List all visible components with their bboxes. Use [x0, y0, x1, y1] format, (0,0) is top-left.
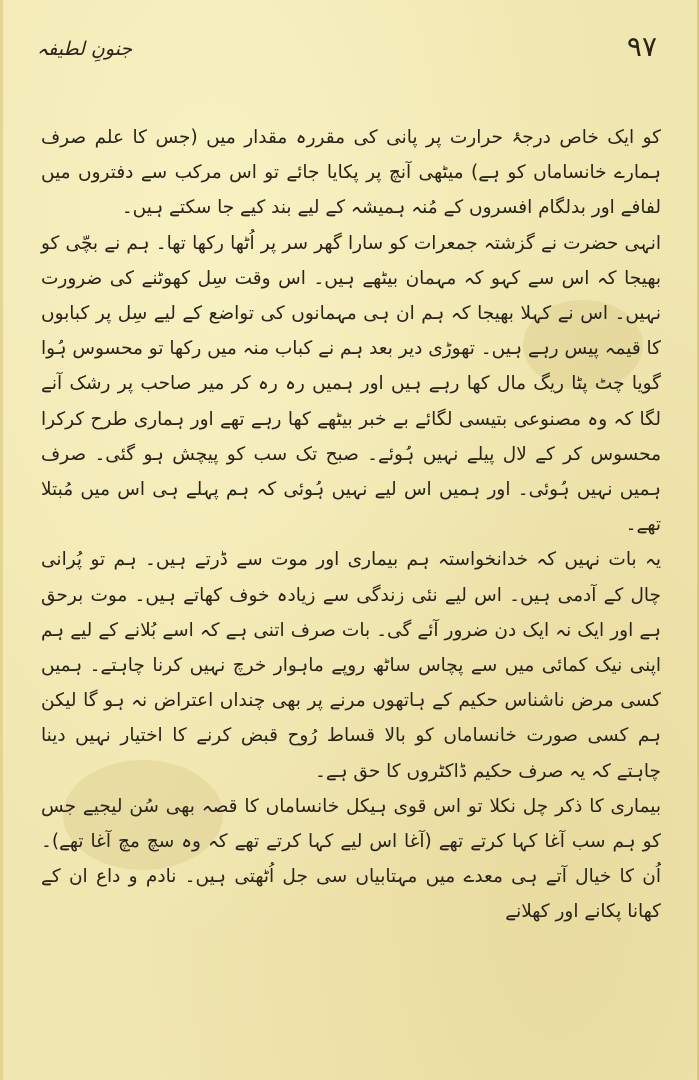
paragraph-2: انہی حضرت نے گزشتہ جمعرات کو سارا گھر سر پر اُٹھا رکھا تھا۔ ہم نے بچّی کو بھیجا کہ اس سے کہو کہ مہمان بیٹھے ہیں۔ اس وقت سِل کھوٹنے کی ضرورت نہیں۔ اس نے کہلا بھیجا کہ ہم ان ہی مہمانوں کی تواضع کے لیے سِل پر کبابوں کا قیمہ پیس رہے ہیں۔ تھوڑی دیر بعد ہم نے کباب منہ میں رکھا تو محسوس ہُوا گویا چٹ پٹا ریگ مال کھا رہے ہیں اور ہمیں رہ رہ کر میر صاحب پر رشک آنے لگا کہ وہ مصنوعی بتیسی لگائے بے خبر بیٹھے کھا رہے تھے اور ہماری طرح کرکرا محسوس کر کے لال پیلے نہیں ہُوئے۔ صبح تک سب کو پیچش ہو گئی۔ صرف ہمیں نہیں ہُوئی۔ اور ہمیں اس لیے نہیں ہُوئی کہ ہم پہلے ہی اس میں مُبتلا تھے۔ — [41, 232, 661, 536]
paragraph-4: بیماری کا ذکر چل نکلا تو اس قوی ہیکل خانساماں کا قصہ بھی سُن لیجیے جس کو ہم سب آغا کہا کرتے تھے (آغا اس لیے کہا کرتے تھے کہ وہ سچ مچ آغا تھے)۔ اُن کا خیال آتے ہی معدے میں مہتابیاں سی جل اُٹھتی ہیں۔ نادم و داع ان کے کھانا پکانے اور کھلانے — [41, 795, 661, 923]
body-text — [41, 120, 661, 930]
paragraph-1: کو ایک خاص درجۂ حرارت پر پانی کی مقررہ مقدار میں (جس کا علم صرف ہمارے خانساماں کو ہے) میٹھی آنچ پر پکایا جائے تو اس مرکب سے دفتروں میں لفافے اور بدلگام افسروں کے مُنہ ہمیشہ کے لیے بند کیے جا سکتے ہیں۔ — [41, 127, 661, 219]
page-number: ۹۷ — [626, 30, 657, 63]
running-title: جنونِ لطیفہ — [37, 38, 133, 60]
page-header — [27, 24, 673, 74]
paragraph-3: یہ بات نہیں کہ خدانخواستہ ہم بیماری اور موت سے ڈرتے ہیں۔ ہم تو پُرانی چال کے آدمی ہیں۔ اس لیے نئی زندگی سے زیادہ خوف کھاتے ہیں۔ موت برحق ہے اور ایک نہ ایک دن ضرور آئے گی۔ بات صرف اتنی ہے کہ اسے بُلانے کے لیے ہم اپنی نیک کمائی میں سے پچاس ساٹھ روپے ماہوار خرچ نہیں کرنا چاہتے۔ ہمیں کسی مرض ناشناس حکیم کے ہاتھوں مرنے پر بھی چنداں اعتراض نہ ہو گا لیکن ہم کسی صورت خانساماں کو بالا قساط رُوح قبض کرنے کا اختیار نہیں دینا چاہتے کہ یہ صرف حکیم ڈاکٹروں کا حق ہے۔ — [41, 549, 661, 782]
